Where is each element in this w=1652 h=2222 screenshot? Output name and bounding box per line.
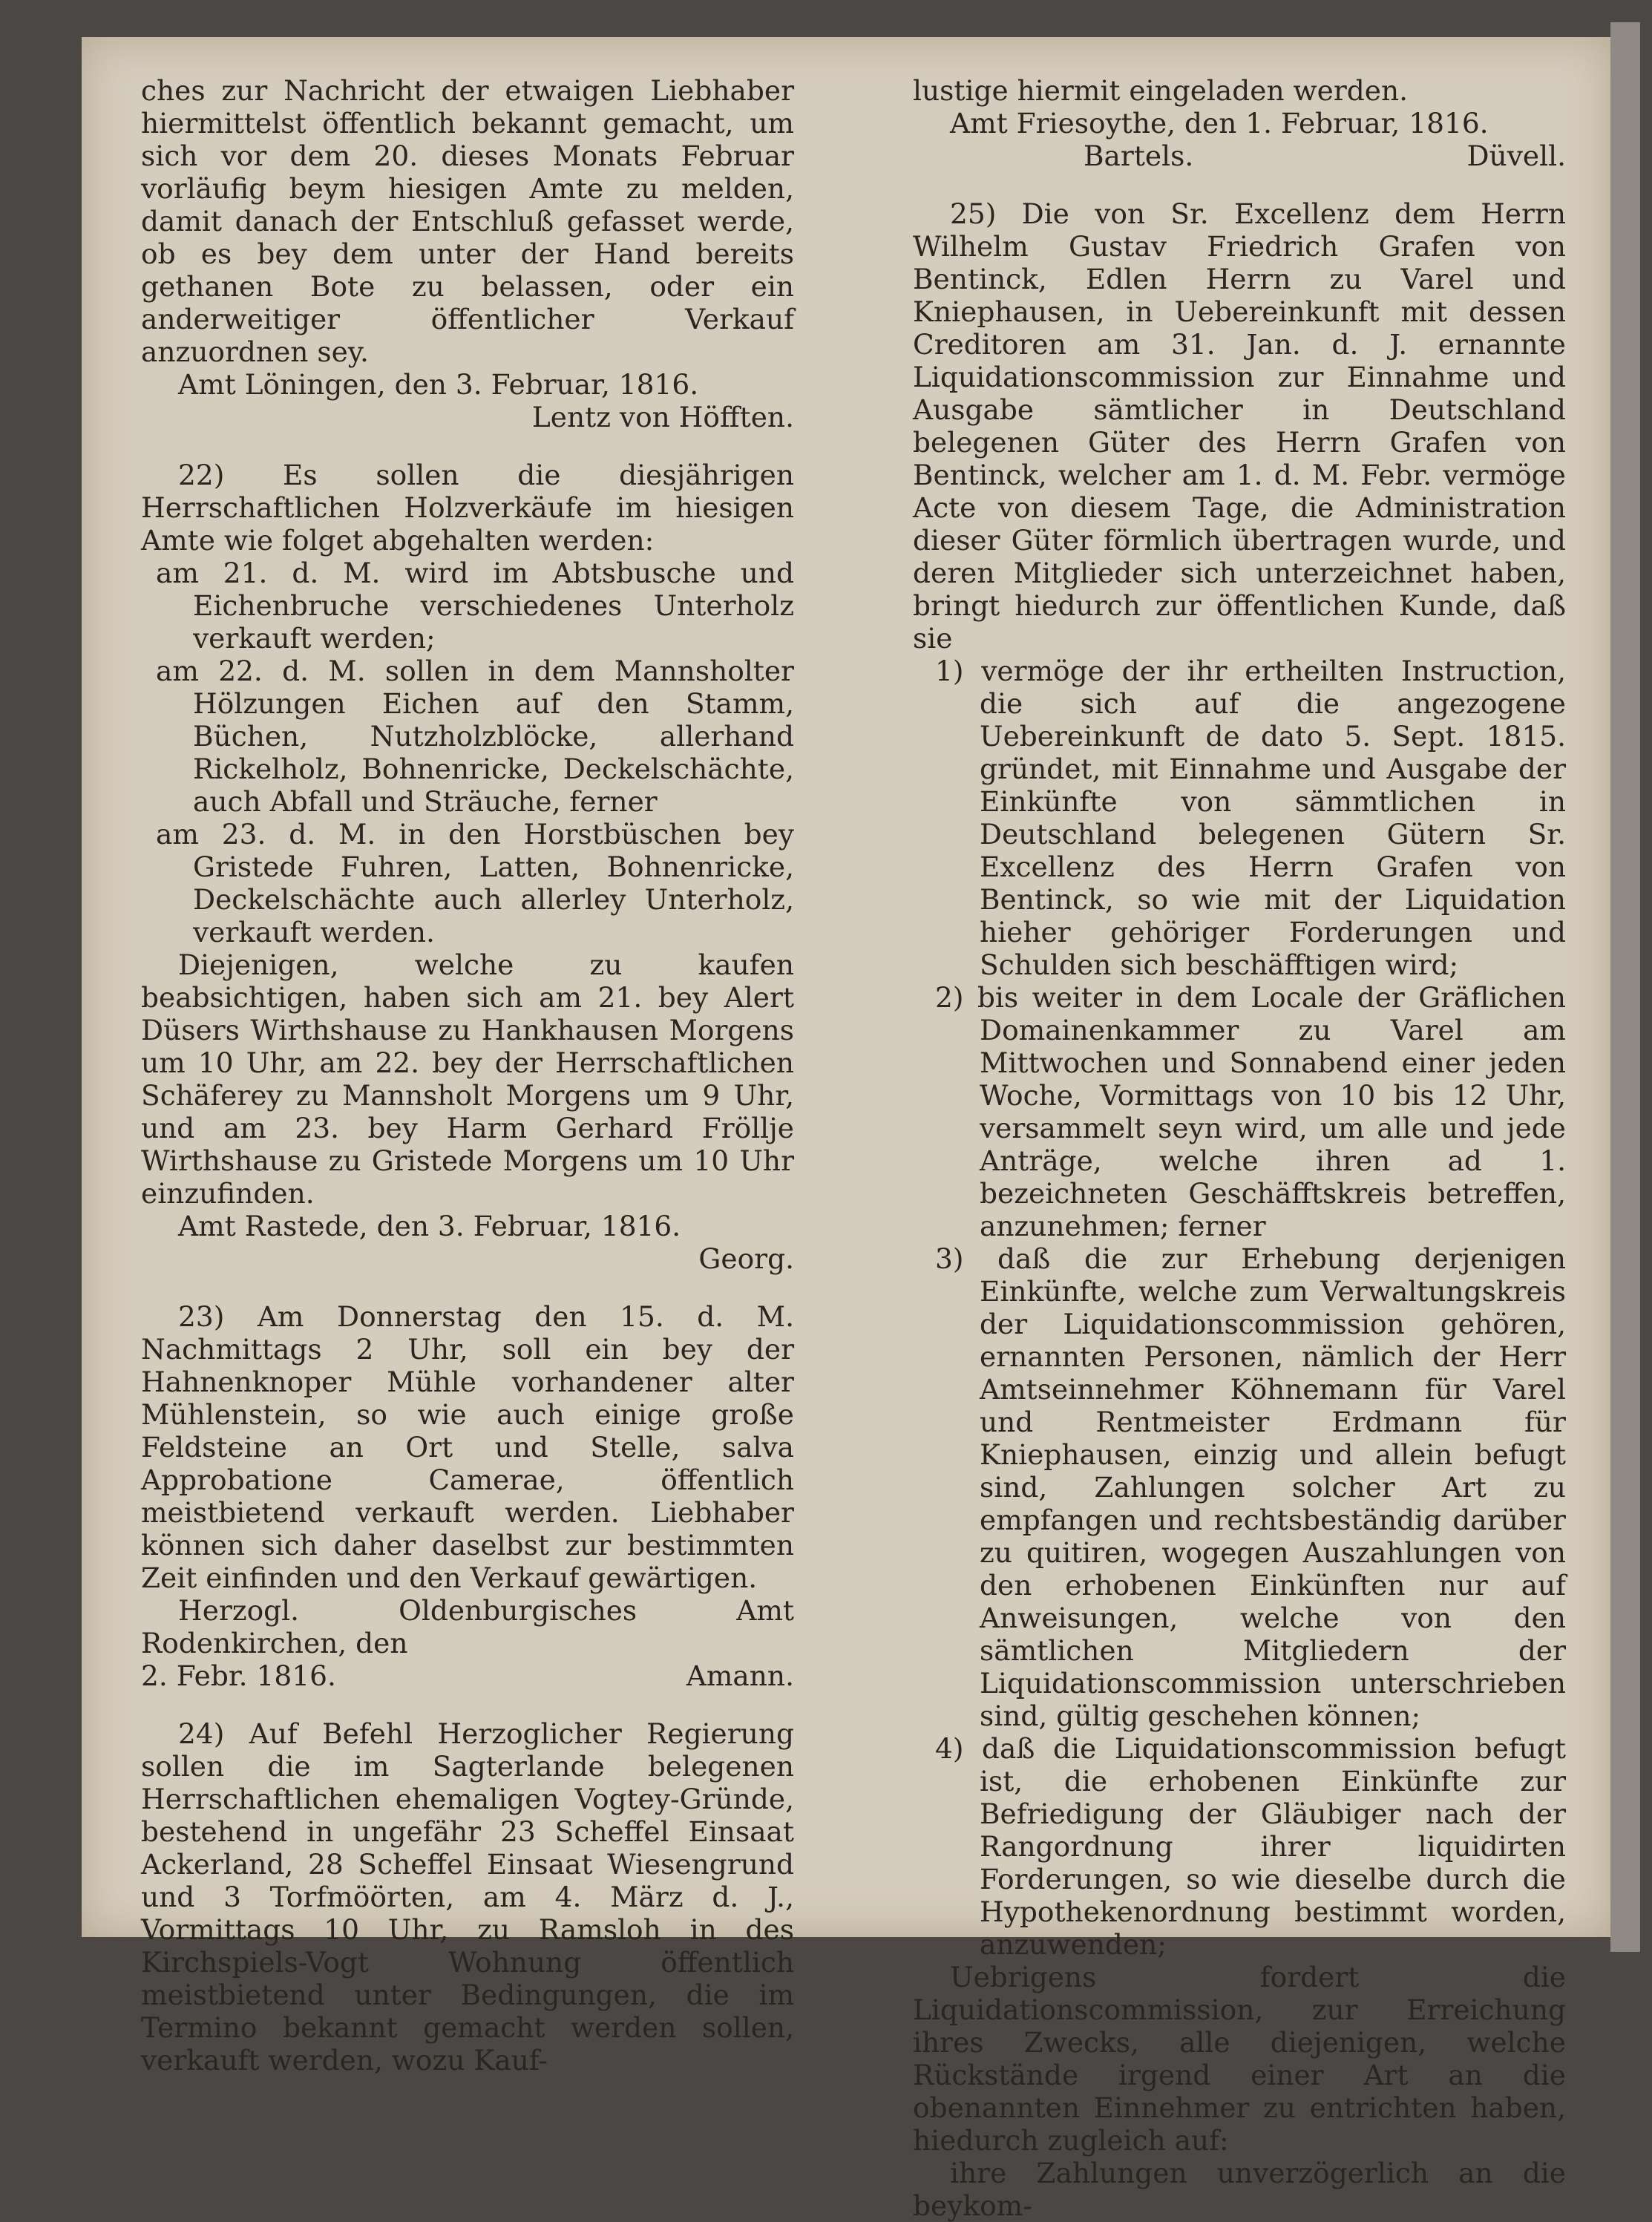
notice-25-last-line: ihre Zahlungen unverzögerlich an die beykom- bbox=[913, 2157, 1566, 2222]
notice-23-place: Herzogl. Oldenburgisches Amt Rodenkirchen, den bbox=[141, 1594, 794, 1659]
notice-25-item: 2) bis weiter in dem Locale der Gräflichen Domainenkammer zu Varel am Mittwochen und Sonnabend einer jeden Woche, Vormittags von 10 bis 12 Uhr, versammelt seyn wird, um alle und jede Anträge, welche ihren ad 1. bezeichneten Geschäfftskreis betreffen, anzunehmen; ferner bbox=[935, 981, 1566, 1242]
notice-22-text: Diejenigen, welche zu kaufen beabsichtigen, haben sich am 21. bey Alert Düsers Wirthshause zu Hankhausen Morgens um 10 Uhr, am 22. bey der Herrschaftlichen Schäferey zu Mannsholt Morgens um 9 Uhr, und am 23. bey Harm Gerhard Fröllje Wirthshause zu Gristede Morgens um 10 Uhr einzufinden. bbox=[141, 948, 794, 1210]
notice-24-end: lustige hiermit eingeladen werden. bbox=[913, 74, 1409, 107]
notice-22-place: Amt Rastede, den 3. Februar, 1816. bbox=[178, 1210, 681, 1242]
notice-23-date: 2. Febr. 1816. bbox=[141, 1659, 336, 1692]
notice-24-text: 24) Auf Befehl Herzoglicher Regierung sollen die im Sagterlande belegenen Herrschaftlichen ehemaligen Vogtey-Gründe, bestehend in ungefähr 23 Scheffel Einsaat Ackerland, 28 Scheffel Einsaat Wiesengrund und 3 Torfmöörten, am 4. März d. J., Vormittags 10 Uhr, zu Ramsloh in des Kirchspiels-Vogt Wohnung öffentlich meistbietend unter Bedingungen, die im Termino bekannt gemacht werden sollen, verkauft werden, wozu Kauf- bbox=[141, 1717, 794, 2077]
notice-25-text: Uebrigens fordert die Liquidationscommission, zur Erreichung ihres Zwecks, alle diejenigen, welche Rückstände irgend einer Art an die obenannten Einnehmer zu entrichten haben, hiedurch zugleich auf: bbox=[913, 1961, 1566, 2157]
notice-23-signature: Amann. bbox=[686, 1659, 794, 1692]
notice-25-item: 1) vermöge der ihr ertheilten Instruction, die sich auf die angezogene Uebereinkunft de dato 5. Sept. 1815. gründet, mit Einnahme und Ausgabe der Einkünfte von sämmtlichen in Deutschland belegenen Gütern Sr. Excellenz des Herrn Grafen von Bentinck, so wie mit der Liquidation hieher gehöriger Forderungen und Schulden sich beschäfftigen wird; bbox=[935, 655, 1566, 981]
notice-25-item: 3) daß die zur Erhebung derjenigen Einkünfte, welche zum Verwaltungskreis der Liquidationscommission gehören, ernannten Personen, nämlich der Herr Amtseinnehmer Köhnemann für Varel und Rentmeister Erdmann für Kniephausen, einzig und allein befugt sind, Zahlungen solcher Art zu empfangen und rechtsbeständig darüber zu quitiren, wogegen Auszahlungen von den erhobenen Einkünften nur auf Anweisungen, welche von den sämtlichen Mitgliedern der Liquidationscommission unterschrieben sind, gültig geschehen können; bbox=[935, 1242, 1566, 1732]
page-edge bbox=[1610, 22, 1640, 1952]
notice-21-text: ches zur Nachricht der etwaigen Liebhaber hiermittelst öffentlich bekannt gemacht, um sich vor dem 20. dieses Monats Februar vorläufig beym hiesigen Amte zu melden, damit danach der Entschluß gefasset werde, ob es bey dem unter der Hand bereits gethanen Bote zu belassen, oder ein anderweitiger öffentlicher Verkauf anzuordnen sey. bbox=[141, 74, 794, 368]
notice-22-item: am 23. d. M. in den Horstbüschen bey Gristede Fuhren, Latten, Bohnenricke, Deckelschächte auch allerley Unterholz, verkauft werden. bbox=[156, 818, 794, 948]
notice-22-item: am 21. d. M. wird im Abtsbusche und Eichenbruche verschiedenes Unterholz verkauft werden; bbox=[156, 557, 794, 655]
notice-25-item: 4) daß die Liquidationscommission befugt ist, die erhobenen Einkünfte zur Befriedigung der Gläubiger nach der Rangordnung ihrer liquidirten Forderungen, so wie dieselbe durch die Hypothekenordnung bestimmt worden, anzuwenden; bbox=[935, 1732, 1566, 1961]
notice-24-signature: Düvell. bbox=[1466, 140, 1566, 172]
notice-21-signature: Lentz von Höfften. bbox=[531, 401, 794, 433]
notice-22-signature: Georg. bbox=[698, 1242, 794, 1275]
notice-21-place: Amt Löningen, den 3. Februar, 1816. bbox=[178, 368, 699, 401]
left-column bbox=[141, 74, 794, 2077]
notice-23-text: 23) Am Donnerstag den 15. d. M. Nachmittags 2 Uhr, soll ein bey der Hahnenknoper Mühle vorhandener alter Mühlenstein, so wie auch einige große Feldsteine an Ort und Stelle, salva Approbatione Camerae, öffentlich meistbietend verkauft werden. Liebhaber können sich daher daselbst zur bestimmten Zeit einfinden und den Verkauf gewärtigen. bbox=[141, 1300, 794, 1594]
notice-24-signature: Bartels. bbox=[1084, 140, 1194, 172]
notice-22-item: am 22. d. M. sollen in dem Mannsholter Hölzungen Eichen auf den Stamm, Büchen, Nutzholzblöcke, allerhand Rickelholz, Bohnenricke, Deckelschächte, auch Abfall und Sträuche, ferner bbox=[156, 655, 794, 818]
notice-24-place: Amt Friesoythe, den 1. Februar, 1816. bbox=[950, 107, 1489, 140]
right-column bbox=[913, 74, 1566, 2222]
notice-25-intro: 25) Die von Sr. Excellenz dem Herrn Wilhelm Gustav Friedrich Grafen von Bentinck, Edlen Herrn zu Varel und Kniephausen, in Uebereinkunft mit dessen Creditoren am 31. Jan. d. J. ernannte Liquidationscommission zur Einnahme und Ausgabe sämtlicher in Deutschland belegenen Güter des Herrn Grafen von Bentinck, welcher am 1. d. M. Febr. vermöge Acte von diesem Tage, die Administration dieser Güter förmlich übertragen wurde, und deren Mitglieder sich unterzeichnet haben, bringt hiedurch zur öffentlichen Kunde, daß sie bbox=[913, 197, 1566, 655]
notice-22-intro: 22) Es sollen die diesjährigen Herrschaftlichen Holzverkäufe im hiesigen Amte wie folget abgehalten werden: bbox=[141, 459, 794, 557]
